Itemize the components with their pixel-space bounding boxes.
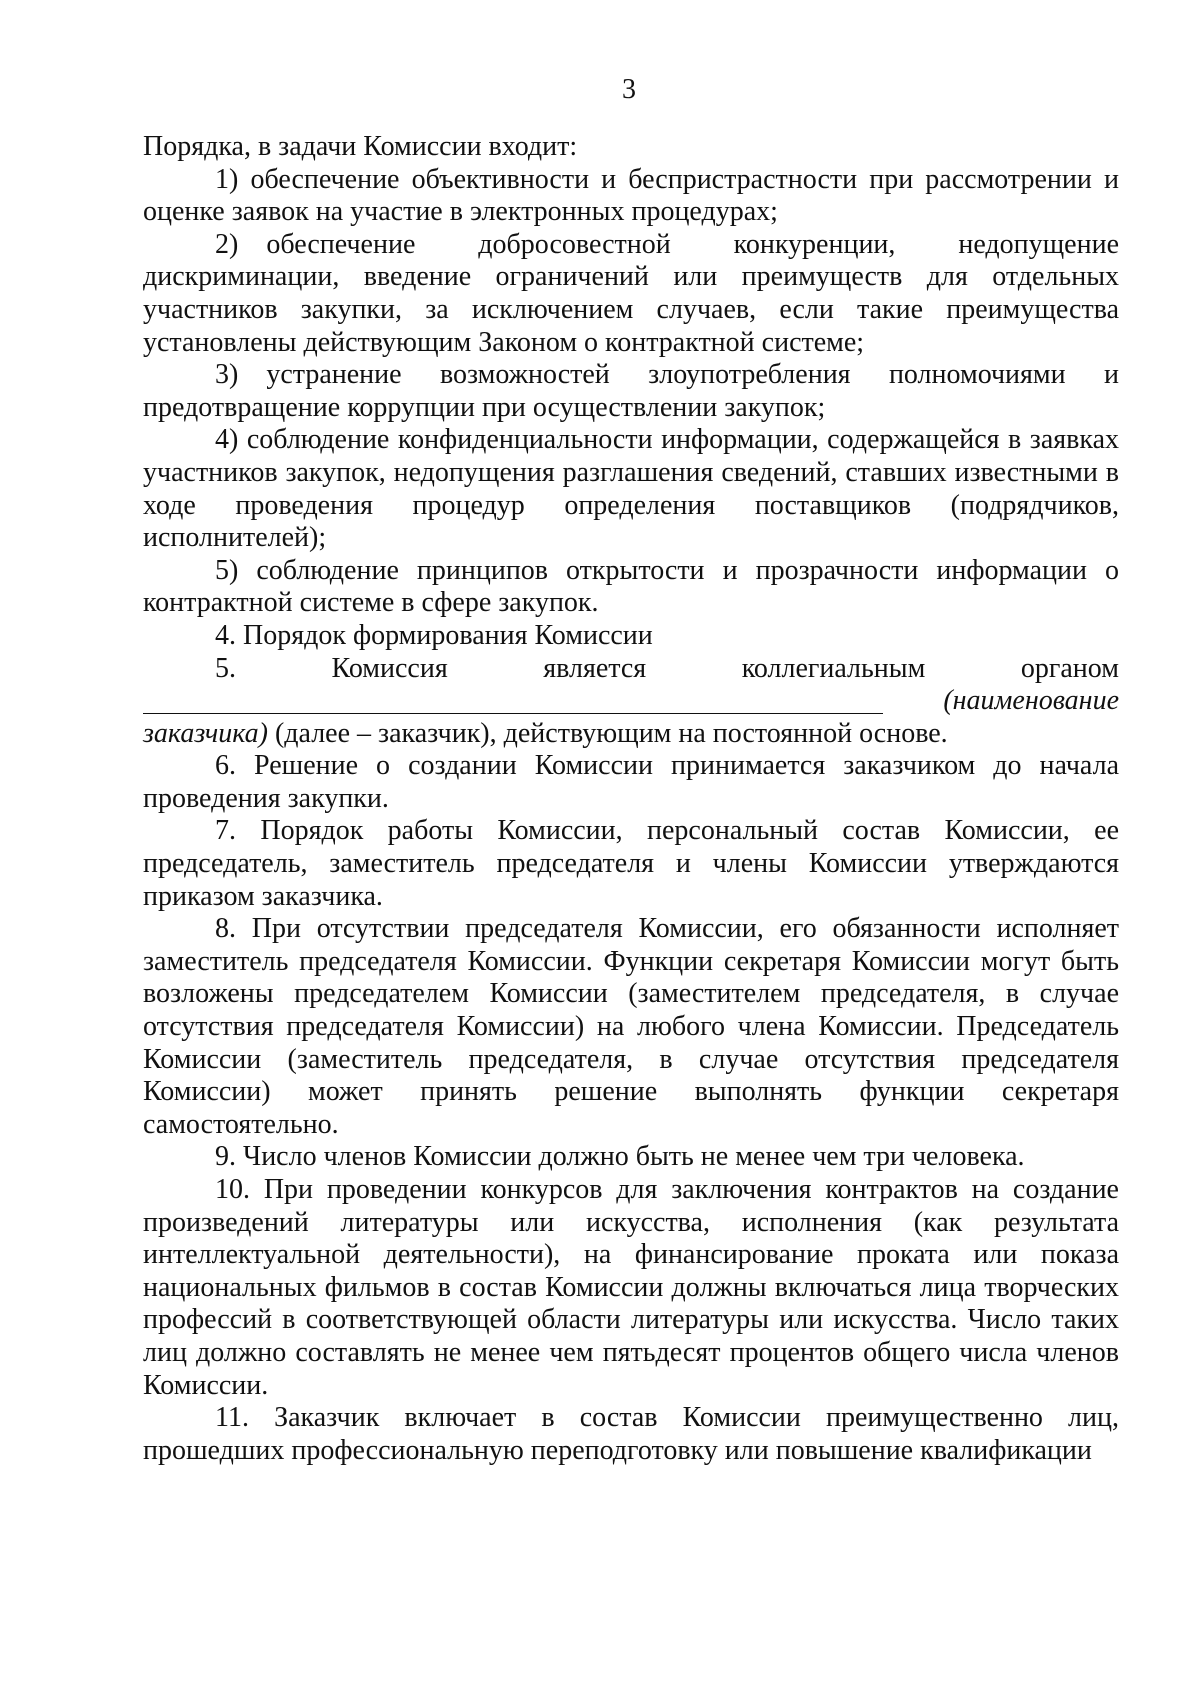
spread-line: [143, 653, 1119, 686]
word: Комиссия: [331, 652, 448, 684]
section-heading: 4. Порядок формирования Комиссии: [215, 619, 653, 651]
paragraph: 3) устранение возможностей злоупотребления полномочиями и предотвращение коррупции при осуществлении закупок;: [143, 359, 1119, 423]
paragraph: 8. При отсутствии председателя Комиссии, его обязанности исполняет заместитель председателя Комиссии. Функции секретаря Комиссии могут быть возложены председателем Комиссии (заместителем председателя, в случае отсутствия председателя Комиссии) на любого члена Комиссии. Председатель Комиссии (заместитель председателя, в случае отсутствия председателя Комиссии) может принять решение выполнять функции секретаря самостоятельно.: [143, 913, 1119, 1140]
word: коллегиальным: [741, 652, 926, 684]
page-number: 3: [622, 74, 636, 105]
paragraph: 1) обеспечение объективности и беспристрастности при рассмотрении и оценке заявок на участие в электронных процедурах;: [143, 163, 1119, 228]
paragraph: 11. Заказчик включает в состав Комиссии преимущественно лиц, прошедших профессиональную переподготовку или повышение квалификации: [143, 1402, 1119, 1466]
document-body: [143, 131, 1119, 1467]
paragraph: 4) соблюдение конфиденциальности информации, содержащейся в заявках участников закупок, недопущения разглашения сведений, ставших известными в ходе проведения процедур определения поставщиков (подрядчиков, исполнителей);: [143, 424, 1119, 554]
paragraph: 2) обеспечение добросовестной конкуренции, недопущение дискриминации, введение ограничений или преимуществ для отдельных участников закупки, за исключением случаев, если такие преимущества установлены действующим Законом о контрактной системе;: [143, 228, 1119, 358]
italic-note-end: заказчика): [143, 717, 268, 749]
paragraph-5: [143, 653, 1119, 751]
paragraph-rest: (далее – заказчик), действующим на постоянной основе.: [267, 717, 948, 749]
word: 5.: [215, 652, 236, 684]
blank-fill-line: [143, 685, 1119, 718]
paragraph: 7. Порядок работы Комиссии, персональный состав Комиссии, ее председатель, заместитель председателя и члены Комиссии утверждаются приказом заказчика.: [143, 815, 1119, 912]
italic-note: (наименование: [943, 685, 1119, 717]
paragraph: 9. Число членов Комиссии должно быть не менее чем три человека.: [215, 1141, 1025, 1173]
paragraph: 5) соблюдение принципов открытости и прозрачности информации о контрактной системе в сфере закупок.: [143, 554, 1119, 619]
word: является: [543, 652, 647, 684]
paragraph: 10. При проведении конкурсов для заключения контрактов на создание произведений литературы или искусства, исполнения (как результата интеллектуальной деятельности), на финансирование проката или показа национальных фильмов в состав Комиссии должны включаться лица творческих профессий в соответствующей области литературы или искусства. Число таких лиц должно составлять не менее чем пятьдесят процентов общего числа членов Комиссии.: [143, 1174, 1119, 1401]
blank-underline: [143, 713, 883, 714]
paragraph: Порядка, в задачи Комиссии входит:: [143, 131, 578, 162]
paragraph: 6. Решение о создании Комиссии принимается заказчиком до начала проведения закупки.: [143, 750, 1119, 814]
word: органом: [1020, 652, 1119, 684]
paragraph: [143, 718, 1119, 751]
